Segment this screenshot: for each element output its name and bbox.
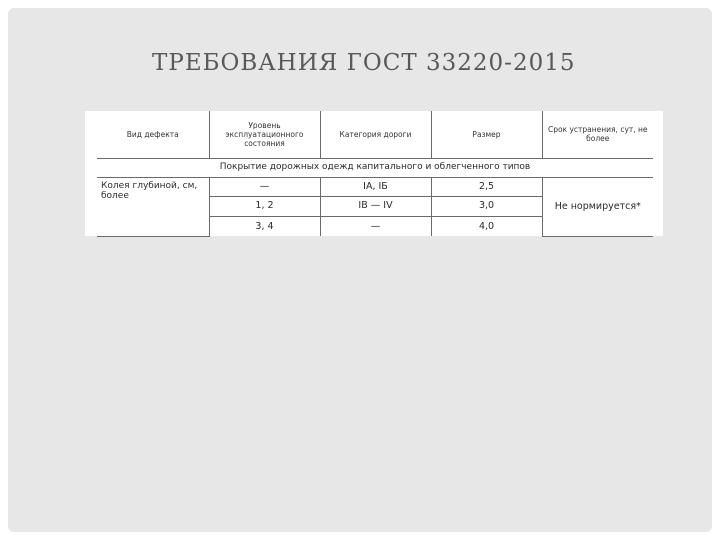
cell-level: 1, 2 [209, 196, 320, 216]
cell-size: 4,0 [431, 216, 542, 236]
cell-level: 3, 4 [209, 216, 320, 236]
defect-name: Колея глубиной, см, более [97, 177, 209, 236]
gost-requirements-table [97, 111, 653, 237]
cell-level: — [209, 177, 320, 196]
header-condition-level: Уровень эксплуатационного состояния [209, 111, 320, 158]
cell-size: 3,0 [431, 196, 542, 216]
slide-title: ТРЕБОВАНИЯ ГОСТ 33220-2015 [152, 50, 576, 76]
slide [8, 8, 712, 532]
repair-time-value: Не нормируется* [542, 177, 653, 236]
header-road-category: Категория дороги [320, 111, 431, 158]
section-title: Покрытие дорожных одежд капитального и облегченного типов [97, 158, 653, 177]
header-repair-time: Срок устранения, сут, не более [542, 111, 653, 158]
table-row [97, 177, 653, 196]
gost-table-image [85, 111, 663, 236]
header-size: Размер [431, 111, 542, 158]
cell-size: 2,5 [431, 177, 542, 196]
header-defect-type: Вид дефекта [97, 111, 209, 158]
table-section-row [97, 158, 653, 177]
cell-category: IB — IV [320, 196, 431, 216]
cell-category: — [320, 216, 431, 236]
cell-category: IA, IБ [320, 177, 431, 196]
table-header-row [97, 111, 653, 158]
